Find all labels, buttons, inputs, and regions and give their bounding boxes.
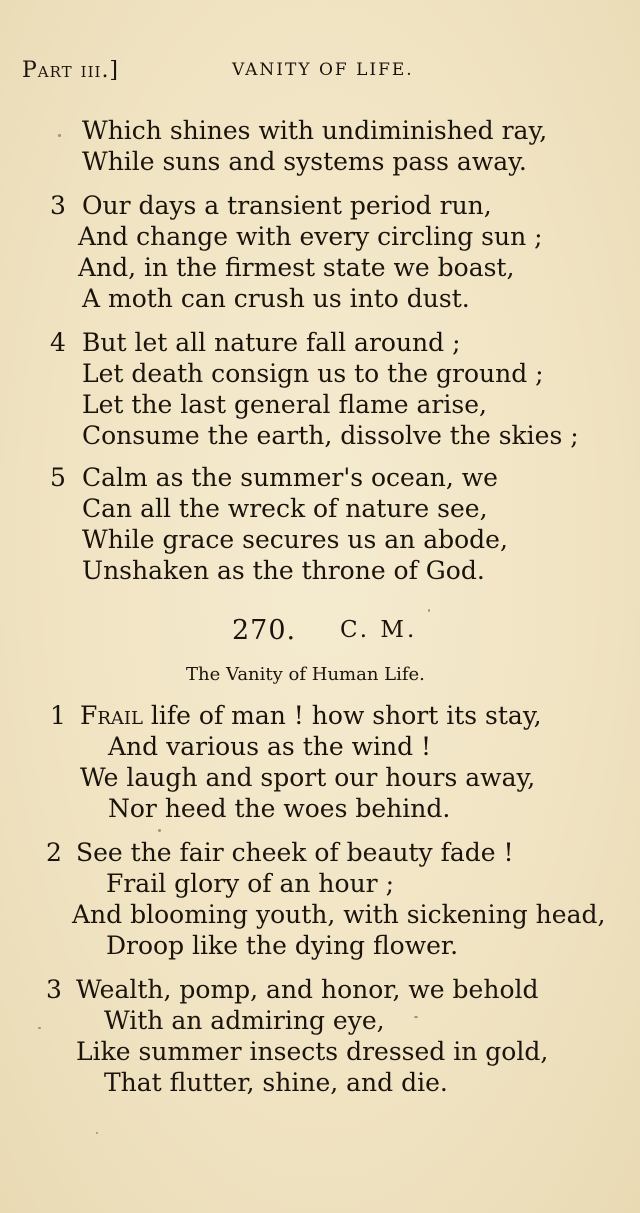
verse-line: Frail glory of an hour ; xyxy=(106,869,394,898)
stanza-number: 5 xyxy=(50,463,66,492)
part-label: Part iii.] xyxy=(22,58,120,83)
verse-line: Consume the earth, dissolve the skies ; xyxy=(82,421,579,450)
stanza-number: 1 xyxy=(50,701,66,730)
verse-line: A moth can crush us into dust. xyxy=(82,284,470,313)
paper-speck xyxy=(96,1132,98,1134)
verse-line: With an admiring eye, xyxy=(104,1006,385,1035)
verse-line: Calm as the summer's ocean, we xyxy=(82,463,498,492)
first-line-rest: life of man ! how short its stay, xyxy=(142,701,542,730)
hymn-meter: C. M. xyxy=(340,617,418,643)
verse-line: See the fair cheek of beauty fade ! xyxy=(76,838,514,867)
verse-line: And blooming youth, with sickening head, xyxy=(72,900,606,929)
paper-speck xyxy=(428,609,430,612)
verse-line: While grace secures us an abode, xyxy=(82,525,508,554)
paper-speck xyxy=(38,1027,41,1029)
hymn-number: 270. xyxy=(232,615,297,646)
stanza-number: 3 xyxy=(50,191,66,220)
verse-line: And various as the wind ! xyxy=(108,732,432,761)
verse-line: And change with every circling sun ; xyxy=(78,222,543,251)
stanza-number: 4 xyxy=(50,328,66,357)
stanza-number: 2 xyxy=(46,838,62,867)
hymn-title: The Vanity of Human Life. xyxy=(186,664,425,685)
verse-line: Droop like the dying flower. xyxy=(106,931,459,960)
verse-line xyxy=(80,701,542,731)
verse-line: Our days a transient period run, xyxy=(82,191,492,220)
verse-line: And, in the firmest state we boast, xyxy=(78,253,515,282)
verse-line: Unshaken as the throne of God. xyxy=(82,556,485,585)
section-title: VANITY OF LIFE. xyxy=(232,60,414,80)
paper-speck xyxy=(58,134,61,137)
stanza-number: 3 xyxy=(46,975,62,1004)
verse-line: That flutter, shine, and die. xyxy=(104,1068,448,1097)
verse-line: Let death consign us to the ground ; xyxy=(82,359,544,388)
verse-line: Which shines with undiminished ray, xyxy=(82,116,548,145)
first-word: Frail xyxy=(80,701,143,730)
paper-speck xyxy=(414,1016,418,1018)
verse-line: Can all the wreck of nature see, xyxy=(82,494,488,523)
verse-line: Wealth, pomp, and honor, we behold xyxy=(76,975,539,1004)
verse-line: Like summer insects dressed in gold, xyxy=(76,1037,549,1066)
verse-line: Nor heed the woes behind. xyxy=(108,794,451,823)
verse-line: We laugh and sport our hours away, xyxy=(80,763,536,792)
paper-speck xyxy=(158,829,161,832)
running-head xyxy=(22,58,622,88)
verse-line: But let all nature fall around ; xyxy=(82,328,461,357)
verse-line: While suns and systems pass away. xyxy=(82,147,527,176)
verse-line: Let the last general flame arise, xyxy=(82,390,487,419)
